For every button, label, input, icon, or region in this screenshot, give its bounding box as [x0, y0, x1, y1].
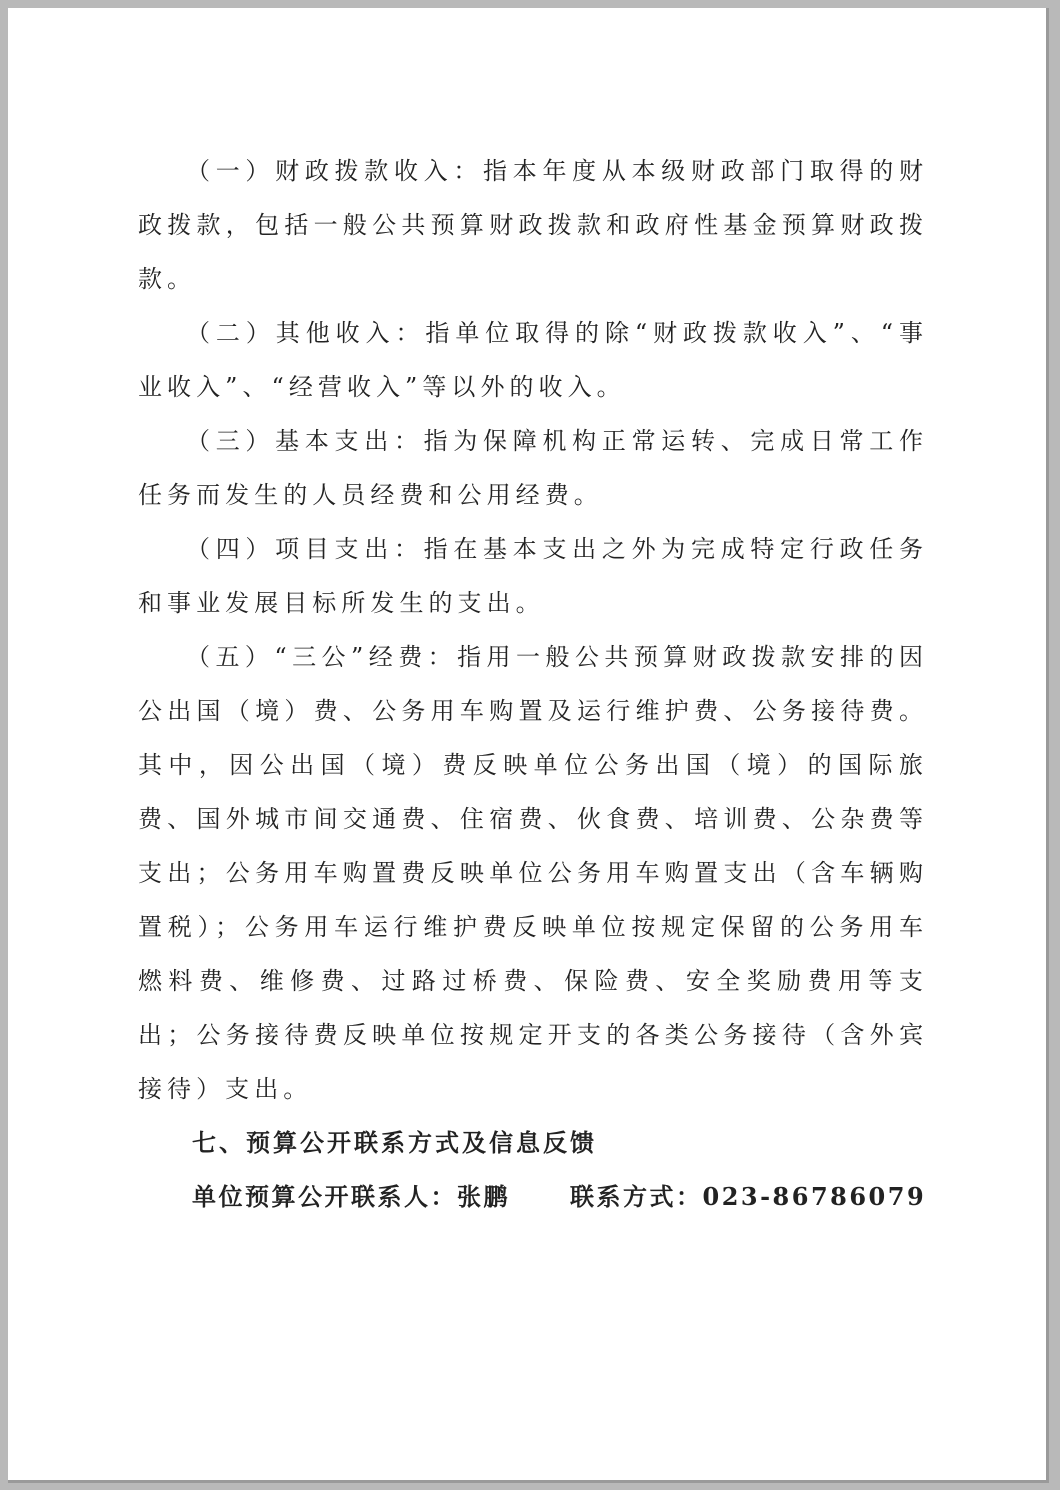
- document-body: [138, 144, 928, 1224]
- contact-line: [138, 1170, 928, 1224]
- document-page: [8, 8, 1049, 1483]
- paragraph-three-public-expenses: （五）“三公”经费：指用一般公共预算财政拨款安排的因公出国（境）费、公务用车购置及运行维护费、公务接待费。其中，因公出国（境）费反映单位公务出国（境）的国际旅费、国外城市间交通费、住宿费、伙食费、培训费、公杂费等支出；公务用车购置费反映单位公务用车购置支出（含车辆购置税）；公务用车运行维护费反映单位按规定保留的公务用车燃料费、维修费、过路过桥费、保险费、安全奖励费用等支出；公务接待费反映单位按规定开支的各类公务接待（含外宾接待）支出。: [138, 643, 928, 1103]
- paragraph-other-income: （二）其他收入：指单位取得的除“财政拨款收入”、“事业收入”、“经营收入”等以外的收入。: [138, 319, 928, 401]
- section-heading: 七、预算公开联系方式及信息反馈: [192, 1128, 597, 1157]
- contact-method: 联系方式：023-86786079: [570, 1182, 927, 1211]
- paragraph-basic-expenditure: （三）基本支出：指为保障机构正常运转、完成日常工作任务而发生的人员经费和公用经费。: [138, 427, 928, 509]
- paragraph-fiscal-appropriation-income: （一）财政拨款收入：指本年度从本级财政部门取得的财政拨款，包括一般公共预算财政拨款和政府性基金预算财政拨款。: [138, 157, 928, 293]
- paragraph-project-expenditure: （四）项目支出：指在基本支出之外为完成特定行政任务和事业发展目标所发生的支出。: [138, 535, 928, 617]
- contact-person: 单位预算公开联系人：张鹏: [192, 1182, 510, 1211]
